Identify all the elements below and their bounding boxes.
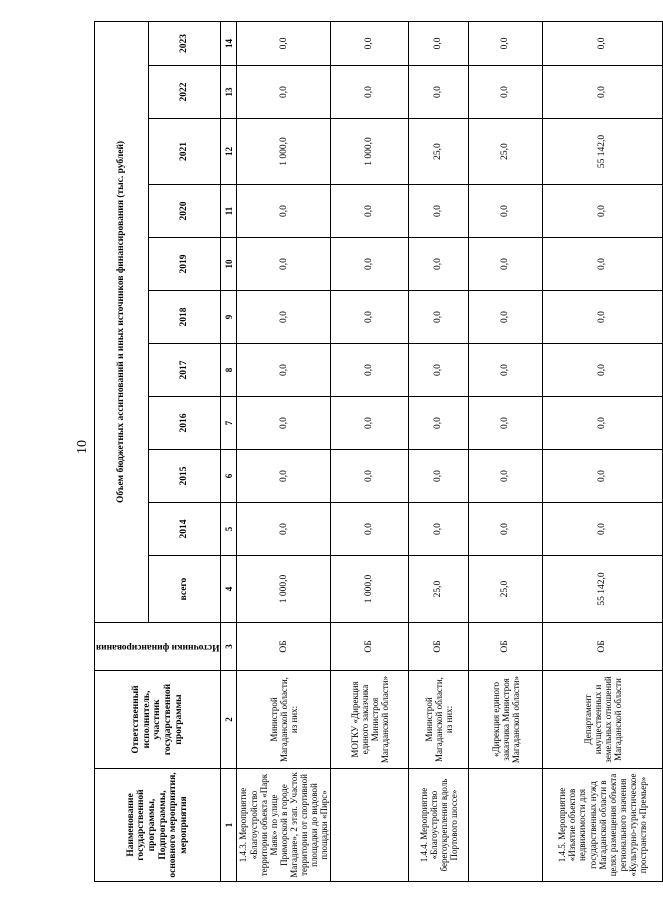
row-value: 1 000,0 xyxy=(237,119,331,185)
header-year-2015: 2015 xyxy=(148,450,221,503)
table-row xyxy=(469,21,543,881)
column-number: 4 xyxy=(221,556,237,623)
row-value: 0,0 xyxy=(409,185,469,238)
row-value: 0,0 xyxy=(331,450,409,503)
row-value: 0,0 xyxy=(331,66,409,119)
header-name: Наименование государственной программы, Подпрограммы, основного мероприятия, мероприятия xyxy=(95,769,221,882)
column-number: 3 xyxy=(221,623,237,671)
column-number: 10 xyxy=(221,238,237,291)
row-value: 25,0 xyxy=(409,119,469,185)
row-value: 0,0 xyxy=(409,238,469,291)
column-number: 6 xyxy=(221,450,237,503)
row-value: 0,0 xyxy=(469,397,543,450)
column-number: 5 xyxy=(221,503,237,556)
row-total: 25,0 xyxy=(469,556,543,623)
header-year-2022: 2022 xyxy=(148,66,221,119)
row-name: 1.4.5. Мероприятие «Изъятие объектов недвижимости для государственных нужд Магаданской области в целях размещения объекта регионального значения «Культурно-туристическое пространство «Премьер» xyxy=(543,769,663,882)
header-executor: Ответственный исполнитель, участник государственной программы xyxy=(95,671,221,769)
column-number: 13 xyxy=(221,66,237,119)
row-value: 0,0 xyxy=(469,238,543,291)
row-value: 0,0 xyxy=(237,344,331,397)
row-value: 0,0 xyxy=(543,238,663,291)
header-year-2020: 2020 xyxy=(148,185,221,238)
row-value: 0,0 xyxy=(409,503,469,556)
row-source: ОБ xyxy=(331,623,409,671)
table-row xyxy=(331,21,409,881)
row-value: 0,0 xyxy=(237,397,331,450)
row-value: 0,0 xyxy=(469,66,543,119)
column-number: 12 xyxy=(221,119,237,185)
row-value: 0,0 xyxy=(469,344,543,397)
column-number: 14 xyxy=(221,21,237,65)
row-total: 25,0 xyxy=(409,556,469,623)
header-year-2017: 2017 xyxy=(148,344,221,397)
row-value: 0,0 xyxy=(469,21,543,65)
row-value: 0,0 xyxy=(543,397,663,450)
row-value: 0,0 xyxy=(543,450,663,503)
row-total: 1 000,0 xyxy=(331,556,409,623)
row-value: 0,0 xyxy=(331,21,409,65)
row-value: 0,0 xyxy=(469,450,543,503)
row-name xyxy=(469,769,543,882)
row-value: 25,0 xyxy=(469,119,543,185)
table-row xyxy=(237,21,331,881)
row-value: 0,0 xyxy=(409,450,469,503)
row-executor: МОГКУ «Дирекция единого заказчика Министроя Магаданской области» xyxy=(331,671,409,769)
header-source-text: Источники финансирования xyxy=(96,641,220,652)
row-value: 0,0 xyxy=(543,66,663,119)
row-value: 0,0 xyxy=(469,291,543,344)
row-value: 0,0 xyxy=(237,238,331,291)
row-value: 0,0 xyxy=(469,503,543,556)
row-executor: Министрой Магаданской области, из них: xyxy=(409,671,469,769)
table-row xyxy=(409,21,469,881)
row-executor: Министрой Магаданской области, из них: xyxy=(237,671,331,769)
row-value: 0,0 xyxy=(543,503,663,556)
row-value: 0,0 xyxy=(543,185,663,238)
row-value: 0,0 xyxy=(237,66,331,119)
row-source: ОБ xyxy=(409,623,469,671)
column-number: 2 xyxy=(221,671,237,769)
row-value: 0,0 xyxy=(237,21,331,65)
row-name: 1.4.4. Мероприятие «Благоустройство берегоукрепления вдоль Портового шоссе» xyxy=(409,769,469,882)
header-source xyxy=(95,623,221,671)
column-number: 9 xyxy=(221,291,237,344)
row-value: 0,0 xyxy=(331,291,409,344)
row-value: 0,0 xyxy=(409,344,469,397)
row-value: 0,0 xyxy=(331,503,409,556)
row-name xyxy=(331,769,409,882)
row-source: ОБ xyxy=(469,623,543,671)
row-value: 55 142,0 xyxy=(543,119,663,185)
row-total: 1 000,0 xyxy=(237,556,331,623)
row-value: 0,0 xyxy=(331,397,409,450)
row-value: 0,0 xyxy=(409,291,469,344)
column-number: 11 xyxy=(221,185,237,238)
row-value: 0,0 xyxy=(543,21,663,65)
row-source: ОБ xyxy=(237,623,331,671)
row-executor: Департамент имущественных и земельных отношений Магаданской области xyxy=(543,671,663,769)
row-name: 1.4.3. Мероприятие «Благоустройство территории объекта «Парк Маяк» по улице Приморской в городе Магадане», 2 этап. Участок территории от спортивной площадки до видовой площадки «Пирс» xyxy=(237,769,331,882)
row-value: 0,0 xyxy=(237,291,331,344)
budget-table xyxy=(94,21,663,882)
row-value: 0,0 xyxy=(237,185,331,238)
row-value: 0,0 xyxy=(331,344,409,397)
row-value: 0,0 xyxy=(331,238,409,291)
header-year-2016: 2016 xyxy=(148,397,221,450)
header-year-2018: 2018 xyxy=(148,291,221,344)
row-value: 0,0 xyxy=(237,503,331,556)
table-row xyxy=(543,21,663,881)
column-number: 1 xyxy=(221,769,237,882)
header-total: всего xyxy=(148,556,221,623)
header-year-2023: 2023 xyxy=(148,21,221,65)
header-year-2021: 2021 xyxy=(148,119,221,185)
row-value: 0,0 xyxy=(543,344,663,397)
column-number: 8 xyxy=(221,344,237,397)
header-year-2014: 2014 xyxy=(148,503,221,556)
header-year-2019: 2019 xyxy=(148,238,221,291)
row-value: 0,0 xyxy=(331,185,409,238)
row-value: 0,0 xyxy=(409,21,469,65)
budget-table-rotated xyxy=(94,22,648,882)
row-value: 0,0 xyxy=(237,450,331,503)
header-volume: Объем бюджетных ассигнований и иных источников финансирования (тыс. рублей) xyxy=(95,21,149,622)
row-value: 0,0 xyxy=(409,397,469,450)
row-source: ОБ xyxy=(543,623,663,671)
row-total: 55 142,0 xyxy=(543,556,663,623)
row-value: 1 000,0 xyxy=(331,119,409,185)
row-value: 0,0 xyxy=(543,291,663,344)
page-number: 10 xyxy=(75,440,90,454)
row-value: 0,0 xyxy=(409,66,469,119)
row-executor: «Дирекция единого заказчика Министроя Магаданской области» xyxy=(469,671,543,769)
column-number: 7 xyxy=(221,397,237,450)
row-value: 0,0 xyxy=(469,185,543,238)
